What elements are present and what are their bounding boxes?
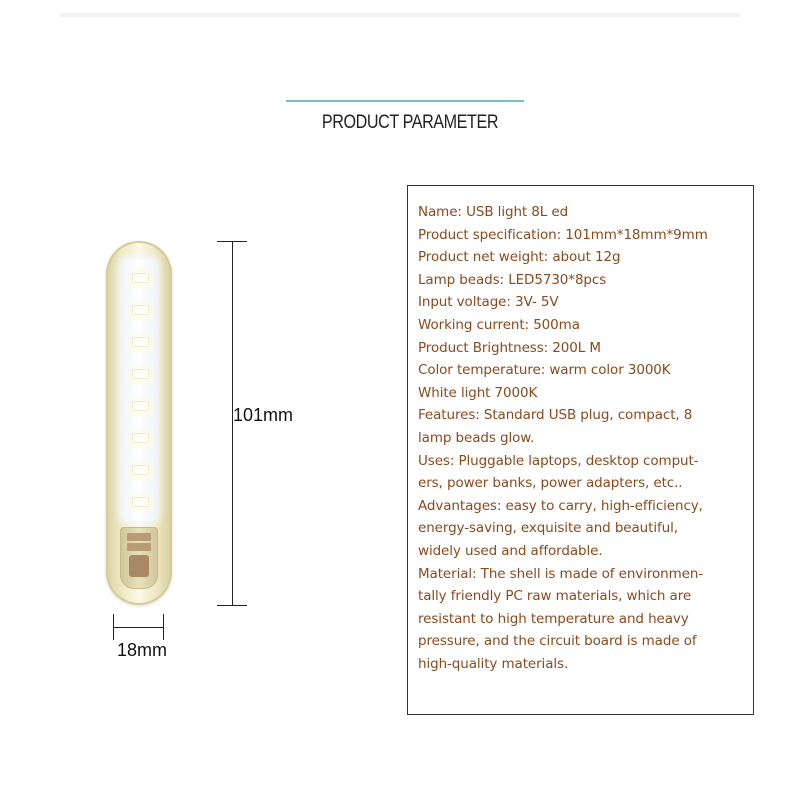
- spec-line: Input voltage: 3V- 5V: [418, 294, 559, 311]
- page-title: PRODUCT PARAMETER: [321, 112, 499, 133]
- spec-line: Product Brightness: 200L M: [418, 339, 601, 356]
- spec-line: Lamp beads: LED5730*8pcs: [418, 271, 607, 288]
- spec-line: widely used and affordable.: [418, 542, 603, 559]
- length-dimension-cap-top: [217, 241, 247, 242]
- led-bead: [132, 273, 149, 283]
- usb-contact: [127, 533, 151, 541]
- spec-line: Product net weight: about 12g: [418, 249, 621, 266]
- led-bead: [132, 497, 149, 507]
- spec-line: energy-saving, exquisite and beautiful,: [418, 520, 678, 537]
- spec-line: high-quality materials.: [418, 655, 569, 672]
- width-dimension-cap-right: [163, 614, 164, 640]
- spec-line: lamp beads glow.: [418, 429, 535, 446]
- top-divider: [60, 13, 740, 17]
- length-dimension-cap-bottom: [217, 605, 247, 606]
- title-accent-line: [286, 100, 524, 102]
- led-bead: [132, 433, 149, 443]
- spec-line: Features: Standard USB plug, compact, 8: [418, 407, 693, 424]
- spec-line: ers, power banks, power adapters, etc..: [418, 475, 683, 492]
- led-bead: [132, 369, 149, 379]
- usb-slot: [129, 555, 149, 577]
- led-bead: [132, 305, 149, 315]
- usb-light-image: [106, 241, 172, 605]
- spec-line: Product specification: 101mm*18mm*9mm: [418, 226, 708, 243]
- spec-line: resistant to high temperature and heavy: [418, 610, 689, 627]
- spec-line: pressure, and the circuit board is made of: [418, 633, 697, 650]
- length-label: 101mm: [233, 405, 294, 425]
- spec-line: White light 7000K: [418, 384, 538, 401]
- spec-line: Material: The shell is made of environmen-: [418, 565, 704, 582]
- spec-line: Name: USB light 8L ed: [418, 204, 569, 220]
- led-bead: [132, 337, 149, 347]
- spec-line: Color temperature: warm color 3000K: [418, 362, 671, 379]
- width-dimension-line: [113, 627, 163, 628]
- usb-plug: [120, 527, 158, 589]
- circuit-board: [121, 259, 157, 521]
- led-bead: [132, 465, 149, 475]
- spec-box: [407, 185, 754, 715]
- led-bead: [132, 401, 149, 411]
- usb-contact: [127, 543, 151, 551]
- width-label: 18mm: [117, 640, 168, 660]
- spec-line: Uses: Pluggable laptops, desktop comput-: [418, 452, 699, 469]
- spec-line: tally friendly PC raw materials, which are: [418, 588, 692, 605]
- spec-line: Working current: 500ma: [418, 316, 580, 333]
- spec-line: Advantages: easy to carry, high-efficiency,: [418, 497, 703, 514]
- width-dimension-cap-left: [113, 614, 114, 640]
